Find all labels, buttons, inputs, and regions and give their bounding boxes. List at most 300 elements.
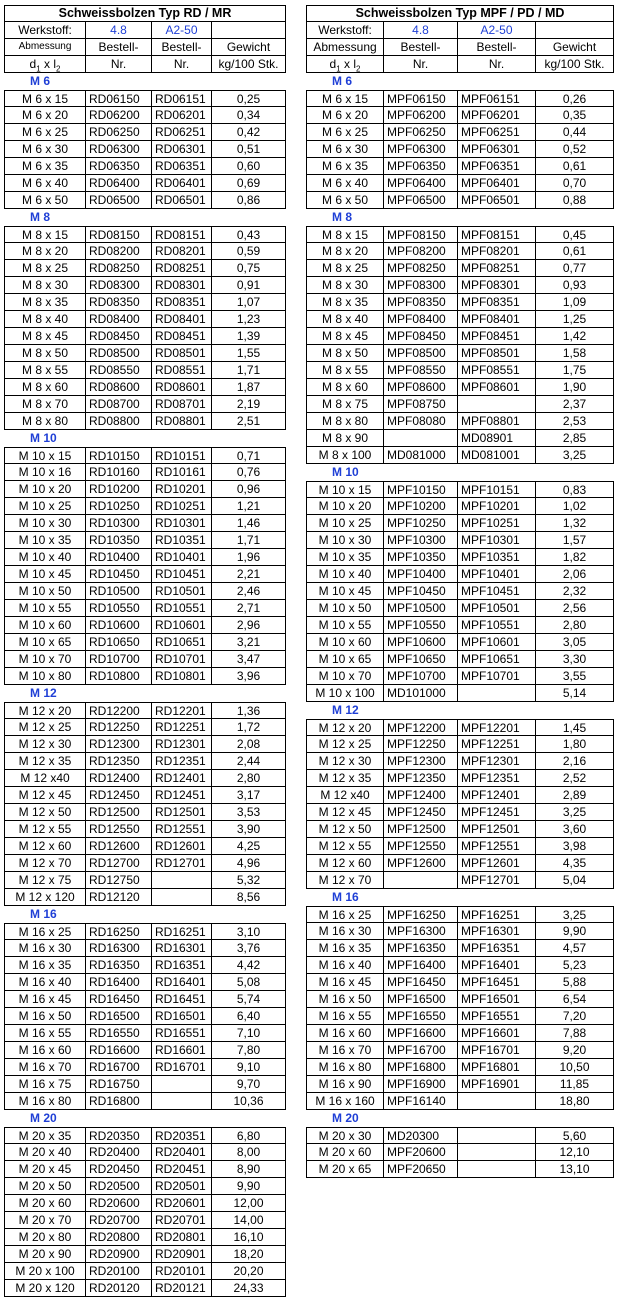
abmessung-label: Abmessung	[306, 39, 384, 56]
table-row	[4, 464, 286, 481]
weight-cell: 2,44	[212, 753, 286, 770]
order-nr-48-cell: RD12200	[86, 702, 152, 719]
order-nr-a2-cell: RD10161	[152, 464, 212, 481]
order-nr-a2-cell: RD16251	[152, 923, 212, 940]
order-nr-a2-cell: MPF16801	[458, 1059, 536, 1076]
weight-cell: 3,60	[536, 821, 614, 838]
table-row	[306, 396, 614, 413]
table-row	[4, 736, 286, 753]
table-row	[4, 328, 286, 345]
weight-cell: 2,52	[536, 770, 614, 787]
table-row	[4, 260, 286, 277]
order-nr-a2-cell: RD12251	[152, 719, 212, 736]
dimension-cell: M 12 x 120	[4, 889, 86, 906]
order-nr-48-cell: RD10450	[86, 566, 152, 583]
table-row	[306, 923, 614, 940]
table-row	[4, 855, 286, 872]
table-row	[4, 770, 286, 787]
weight-cell: 3,96	[212, 668, 286, 685]
order-nr-48-cell: RD12400	[86, 770, 152, 787]
table-row	[4, 532, 286, 549]
order-nr-48-cell: MD081000	[384, 447, 458, 464]
table-row	[306, 651, 614, 668]
dimension-cell: M 8 x 30	[306, 277, 384, 294]
weight-cell: 1,87	[212, 379, 286, 396]
order-nr-48-cell: MPF10450	[384, 583, 458, 600]
order-nr-48-cell: RD12350	[86, 753, 152, 770]
weight-cell: 2,46	[212, 583, 286, 600]
dimension-cell: M 8 x 90	[306, 430, 384, 447]
dimension-cell: M 16 x 30	[306, 923, 384, 940]
weight-cell: 1,07	[212, 294, 286, 311]
dimension-cell: M 8 x 55	[306, 362, 384, 379]
material-4-8: 4.8	[384, 22, 458, 39]
order-nr-48-cell: RD20400	[86, 1144, 152, 1161]
order-nr-a2-cell	[458, 1161, 536, 1178]
table-row	[4, 1076, 286, 1093]
weight-cell: 0,60	[212, 158, 286, 175]
order-nr-a2-cell: MPF06251	[458, 124, 536, 141]
weight-cell: 0,59	[212, 243, 286, 260]
order-nr-48-cell: RD16800	[86, 1093, 152, 1110]
dimension-cell: M 16 x 60	[306, 1025, 384, 1042]
table-row	[4, 447, 286, 464]
table-row	[306, 668, 614, 685]
table-row	[4, 379, 286, 396]
dimension-cell: M 20 x 45	[4, 1161, 86, 1178]
order-nr-48-cell: MPF10700	[384, 668, 458, 685]
table-row	[4, 566, 286, 583]
order-nr-48-cell: RD16450	[86, 991, 152, 1008]
table-row	[306, 311, 614, 328]
weight-cell: 1,23	[212, 311, 286, 328]
order-nr-48-cell: RD10550	[86, 600, 152, 617]
order-nr-a2-cell: MPF08251	[458, 260, 536, 277]
bestell-label-1: Bestell-	[86, 39, 152, 56]
order-nr-a2-cell: RD06351	[152, 158, 212, 175]
order-nr-48-cell: RD20100	[86, 1263, 152, 1280]
table-row	[306, 906, 614, 923]
weight-cell: 2,08	[212, 736, 286, 753]
weight-cell: 3,25	[536, 804, 614, 821]
dimension-cell: M 16 x 55	[306, 1008, 384, 1025]
weight-cell: 1,96	[212, 549, 286, 566]
order-nr-a2-cell: RD10801	[152, 668, 212, 685]
order-nr-a2-cell: RD06301	[152, 141, 212, 158]
dimension-cell: M 8 x 40	[4, 311, 86, 328]
order-nr-a2-cell: RD08801	[152, 413, 212, 430]
table-row	[306, 566, 614, 583]
dimension-cell: M 10 x 60	[306, 634, 384, 651]
dimension-cell: M 12 x40	[4, 770, 86, 787]
table-mpf-pd-md	[306, 5, 614, 1178]
order-nr-48-cell: MPF12450	[384, 804, 458, 821]
order-nr-48-cell: RD10150	[86, 447, 152, 464]
order-nr-48-cell: RD12300	[86, 736, 152, 753]
order-nr-a2-cell: MPF12701	[458, 872, 536, 889]
order-nr-48-cell: MPF08600	[384, 379, 458, 396]
weight-cell: 6,40	[212, 1008, 286, 1025]
order-nr-48-cell: MPF16800	[384, 1059, 458, 1076]
order-nr-48-cell: MPF10200	[384, 498, 458, 515]
order-nr-48-cell: RD12450	[86, 787, 152, 804]
weight-cell: 0,69	[212, 175, 286, 192]
weight-cell: 2,89	[536, 787, 614, 804]
header-row-material	[4, 22, 286, 39]
weight-cell: 2,80	[212, 770, 286, 787]
table-row	[306, 974, 614, 991]
order-nr-a2-cell: RD10201	[152, 481, 212, 498]
abmessung-label: Abmessung	[4, 39, 86, 56]
weight-cell: 9,90	[536, 923, 614, 940]
table-row	[306, 90, 614, 107]
dimension-cell: M 12 x 20	[306, 719, 384, 736]
dimension-cell: M 10 x 50	[306, 600, 384, 617]
order-nr-48-cell: MPF06300	[384, 141, 458, 158]
order-nr-a2-cell: RD20401	[152, 1144, 212, 1161]
dimension-cell: M 6 x 20	[306, 107, 384, 124]
order-nr-48-cell: RD10500	[86, 583, 152, 600]
order-nr-48-cell: MPF10350	[384, 549, 458, 566]
order-nr-48-cell: RD16350	[86, 957, 152, 974]
dimension-cell: M 10 x 20	[4, 481, 86, 498]
table-row	[306, 345, 614, 362]
table-row	[4, 1161, 286, 1178]
dimension-cell: M 10 x 25	[306, 515, 384, 532]
order-nr-a2-cell: RD16351	[152, 957, 212, 974]
weight-cell: 0,70	[536, 175, 614, 192]
dimension-cell: M 16 x 40	[4, 974, 86, 991]
order-nr-a2-cell: RD06201	[152, 107, 212, 124]
order-nr-a2-cell: MPF08401	[458, 311, 536, 328]
table-row	[306, 991, 614, 1008]
weight-cell: 0,52	[536, 141, 614, 158]
table-row	[4, 1093, 286, 1110]
dimension-cell: M 12 x 50	[4, 804, 86, 821]
order-nr-48-cell: MPF16140	[384, 1093, 458, 1110]
dimension-cell: M 20 x 100	[4, 1263, 86, 1280]
weight-cell: 7,20	[536, 1008, 614, 1025]
dimension-cell: M 8 x 35	[306, 294, 384, 311]
dimension-cell: M 6 x 50	[4, 192, 86, 209]
order-nr-48-cell: RD08500	[86, 345, 152, 362]
table-row	[306, 481, 614, 498]
order-nr-48-cell: RD06300	[86, 141, 152, 158]
dimension-cell: M 6 x 30	[306, 141, 384, 158]
weight-cell: 5,04	[536, 872, 614, 889]
weight-cell: 7,80	[212, 1042, 286, 1059]
order-nr-48-cell: MPF10600	[384, 634, 458, 651]
order-nr-a2-cell: MPF08501	[458, 345, 536, 362]
weight-cell: 1,58	[536, 345, 614, 362]
dimension-cell: M 12 x 25	[306, 736, 384, 753]
table-row	[306, 175, 614, 192]
weight-cell: 3,17	[212, 787, 286, 804]
table-row	[4, 923, 286, 940]
order-nr-48-cell: RD16600	[86, 1042, 152, 1059]
table-row	[4, 1246, 286, 1263]
table-row	[4, 1127, 286, 1144]
dimension-cell: M 10 x 40	[306, 566, 384, 583]
order-nr-a2-cell: RD12351	[152, 753, 212, 770]
order-nr-48-cell: RD06500	[86, 192, 152, 209]
order-nr-48-cell: MPF12550	[384, 838, 458, 855]
order-nr-a2-cell: RD08451	[152, 328, 212, 345]
order-nr-48-cell: MPF06150	[384, 90, 458, 107]
table-row	[4, 243, 286, 260]
table-row	[4, 311, 286, 328]
table-row	[306, 447, 614, 464]
order-nr-48-cell	[384, 430, 458, 447]
weight-cell: 4,35	[536, 855, 614, 872]
table-row	[306, 804, 614, 821]
order-nr-a2-cell: RD10651	[152, 634, 212, 651]
weight-cell: 2,19	[212, 396, 286, 413]
dimension-cell: M 8 x 20	[306, 243, 384, 260]
order-nr-48-cell: RD20600	[86, 1195, 152, 1212]
order-nr-48-cell: RD12600	[86, 838, 152, 855]
table-row	[306, 277, 614, 294]
table-row	[306, 583, 614, 600]
order-nr-48-cell: MPF16400	[384, 957, 458, 974]
weight-cell: 5,88	[536, 974, 614, 991]
order-nr-48-cell: RD12700	[86, 855, 152, 872]
table-row	[4, 192, 286, 209]
werkstoff-label: Werkstoff:	[306, 22, 384, 39]
order-nr-a2-cell: RD08401	[152, 311, 212, 328]
weight-cell: 0,26	[536, 90, 614, 107]
order-nr-a2-cell: RD12701	[152, 855, 212, 872]
table-row	[4, 872, 286, 889]
table-row	[306, 532, 614, 549]
dimension-cell: M 12 x 70	[306, 872, 384, 889]
order-nr-a2-cell: MPF12351	[458, 770, 536, 787]
order-nr-a2-cell: RD20451	[152, 1161, 212, 1178]
dimension-cell: M 12 x 50	[306, 821, 384, 838]
table-title: Schweissbolzen Typ RD / MR	[4, 5, 286, 22]
order-nr-48-cell: MPF10550	[384, 617, 458, 634]
order-nr-a2-cell: RD20351	[152, 1127, 212, 1144]
table-row	[4, 702, 286, 719]
dimension-cell: M 8 x 55	[4, 362, 86, 379]
weight-cell: 1,36	[212, 702, 286, 719]
dimension-cell: M 8 x 40	[306, 311, 384, 328]
table-body	[4, 73, 286, 1297]
order-nr-48-cell: MPF16500	[384, 991, 458, 1008]
table-row	[4, 413, 286, 430]
header-row-labels	[306, 39, 614, 56]
dimension-cell: M 6 x 50	[306, 192, 384, 209]
order-nr-48-cell: RD08800	[86, 413, 152, 430]
order-nr-a2-cell: MPF16451	[458, 974, 536, 991]
table-row	[306, 1093, 614, 1110]
weight-cell: 0,61	[536, 158, 614, 175]
nr-label-2: Nr.	[458, 56, 536, 73]
table-row	[306, 192, 614, 209]
table-row	[4, 753, 286, 770]
weight-cell: 1,71	[212, 362, 286, 379]
order-nr-48-cell: MPF16450	[384, 974, 458, 991]
weight-cell: 1,02	[536, 498, 614, 515]
table-row	[4, 226, 286, 243]
weight-cell: 3,05	[536, 634, 614, 651]
table-row	[306, 753, 614, 770]
order-nr-a2-cell: MPF08601	[458, 379, 536, 396]
order-nr-a2-cell: MPF16501	[458, 991, 536, 1008]
dimension-cell: M 16 x 75	[4, 1076, 86, 1093]
order-nr-48-cell: RD10650	[86, 634, 152, 651]
weight-cell: 0,51	[212, 141, 286, 158]
order-nr-48-cell: RD10200	[86, 481, 152, 498]
order-nr-48-cell: MPF10150	[384, 481, 458, 498]
dimension-cell: M 12 x 70	[4, 855, 86, 872]
weight-cell: 0,35	[536, 107, 614, 124]
order-nr-48-cell: MPF08150	[384, 226, 458, 243]
table-row	[306, 379, 614, 396]
weight-cell: 0,88	[536, 192, 614, 209]
weight-cell: 10,36	[212, 1093, 286, 1110]
dimension-cell: M 16 x 40	[306, 957, 384, 974]
order-nr-48-cell: MPF08080	[384, 413, 458, 430]
group-label: M 12	[30, 686, 57, 700]
dimension-cell: M 8 x 20	[4, 243, 86, 260]
weight-cell: 4,96	[212, 855, 286, 872]
table-row	[306, 1042, 614, 1059]
table-row	[306, 549, 614, 566]
group-label: M 16	[332, 890, 359, 904]
weight-cell: 9,10	[212, 1059, 286, 1076]
table-row	[306, 940, 614, 957]
table-row	[306, 787, 614, 804]
order-nr-a2-cell: RD06401	[152, 175, 212, 192]
table-row	[306, 515, 614, 532]
dimension-cell: M 16 x 90	[306, 1076, 384, 1093]
table-row	[4, 481, 286, 498]
weight-cell: 1,21	[212, 498, 286, 515]
table-row	[306, 1008, 614, 1025]
dimension-label: $d_1$ x $l_2$	[306, 56, 384, 73]
order-nr-a2-cell: MPF12301	[458, 753, 536, 770]
dimension-cell: M 16 x 50	[306, 991, 384, 1008]
weight-cell: 2,96	[212, 617, 286, 634]
weight-cell: 7,88	[536, 1025, 614, 1042]
order-nr-a2-cell: RD12201	[152, 702, 212, 719]
order-nr-a2-cell: MPF12251	[458, 736, 536, 753]
table-row	[306, 430, 614, 447]
order-nr-a2-cell: MPF10501	[458, 600, 536, 617]
material-4-8: 4.8	[86, 22, 152, 39]
weight-cell: 0,25	[212, 90, 286, 107]
table-row	[4, 277, 286, 294]
table-row	[4, 651, 286, 668]
table-row	[4, 515, 286, 532]
weight-cell: 5,14	[536, 685, 614, 702]
order-nr-a2-cell: MPF06501	[458, 192, 536, 209]
group-label: M 20	[332, 1111, 359, 1125]
dimension-cell: M 16 x 160	[306, 1093, 384, 1110]
order-nr-a2-cell: RD08201	[152, 243, 212, 260]
order-nr-a2-cell: RD10351	[152, 532, 212, 549]
weight-cell: 3,25	[536, 906, 614, 923]
weight-cell: 2,56	[536, 600, 614, 617]
dimension-cell: M 6 x 20	[4, 107, 86, 124]
order-nr-a2-cell: RD12501	[152, 804, 212, 821]
table-row	[306, 498, 614, 515]
order-nr-a2-cell: MPF10701	[458, 668, 536, 685]
dimension-cell: M 10 x 65	[306, 651, 384, 668]
table-row	[306, 243, 614, 260]
weight-cell: 3,25	[536, 447, 614, 464]
order-nr-a2-cell: MPF06151	[458, 90, 536, 107]
dimension-cell: M 16 x 45	[306, 974, 384, 991]
table-row	[4, 549, 286, 566]
nr-label-1: Nr.	[86, 56, 152, 73]
order-nr-48-cell: MPF16300	[384, 923, 458, 940]
dimension-cell: M 20 x 30	[306, 1127, 384, 1144]
weight-cell: 1,32	[536, 515, 614, 532]
order-nr-48-cell: MPF12300	[384, 753, 458, 770]
order-nr-a2-cell	[458, 1093, 536, 1110]
table-row	[4, 1059, 286, 1076]
dimension-cell: M 10 x 60	[4, 617, 86, 634]
order-nr-48-cell: MPF16900	[384, 1076, 458, 1093]
dimension-cell: M 20 x 65	[306, 1161, 384, 1178]
order-nr-a2-cell: MPF08801	[458, 413, 536, 430]
order-nr-48-cell: RD08200	[86, 243, 152, 260]
header-row-units	[306, 56, 614, 73]
weight-cell: 6,54	[536, 991, 614, 1008]
table-row	[4, 617, 286, 634]
order-nr-a2-cell: MPF16601	[458, 1025, 536, 1042]
dimension-cell: M 20 x 60	[4, 1195, 86, 1212]
dimension-cell: M 10 x 80	[4, 668, 86, 685]
weight-cell: 9,70	[212, 1076, 286, 1093]
dimension-cell: M 8 x 80	[4, 413, 86, 430]
dimension-cell: M 12 x 55	[4, 821, 86, 838]
table-row	[306, 617, 614, 634]
dimension-cell: M 8 x 35	[4, 294, 86, 311]
table-row	[4, 1008, 286, 1025]
weight-cell: 2,16	[536, 753, 614, 770]
dimension-cell: M 10 x 30	[4, 515, 86, 532]
order-nr-48-cell: MPF06350	[384, 158, 458, 175]
order-nr-48-cell: RD16400	[86, 974, 152, 991]
dimension-cell: M 12 x 45	[4, 787, 86, 804]
order-nr-a2-cell: RD20121	[152, 1280, 212, 1297]
order-nr-a2-cell: RD10601	[152, 617, 212, 634]
order-nr-a2-cell: RD20101	[152, 1263, 212, 1280]
table-row	[4, 1042, 286, 1059]
weight-cell: 16,10	[212, 1229, 286, 1246]
weight-cell: 8,90	[212, 1161, 286, 1178]
dimension-cell: M 12 x 60	[306, 855, 384, 872]
dimension-cell: M 8 x 75	[306, 396, 384, 413]
weight-cell: 10,50	[536, 1059, 614, 1076]
order-nr-a2-cell: RD06251	[152, 124, 212, 141]
dimension-cell: M 20 x 120	[4, 1280, 86, 1297]
table-row	[306, 736, 614, 753]
weight-cell: 24,33	[212, 1280, 286, 1297]
order-nr-48-cell: RD06400	[86, 175, 152, 192]
order-nr-48-cell: MPF12200	[384, 719, 458, 736]
weight-cell: 0,93	[536, 277, 614, 294]
table-row	[306, 260, 614, 277]
group-label: M 16	[30, 907, 57, 921]
order-nr-48-cell: RD20350	[86, 1127, 152, 1144]
order-nr-a2-cell: MPF16401	[458, 957, 536, 974]
order-nr-a2-cell: MPF08551	[458, 362, 536, 379]
weight-cell: 2,53	[536, 413, 614, 430]
